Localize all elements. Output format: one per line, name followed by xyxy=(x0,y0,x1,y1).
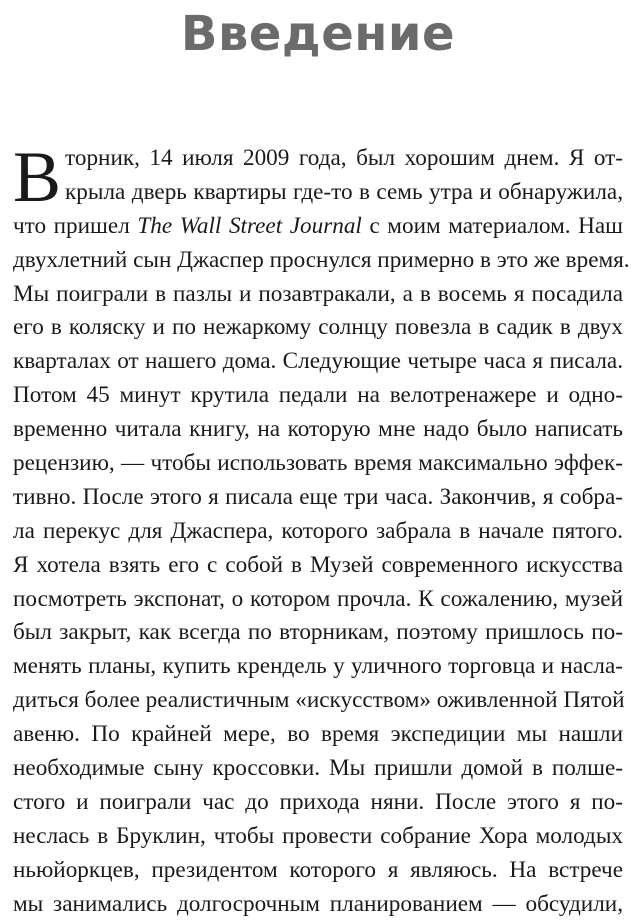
text-line: временно читала книгу, на которую мне надо было написать xyxy=(13,416,623,443)
text-fragment: с моим материалом. Наш xyxy=(361,212,624,239)
text-line: его в коляску и по нежаркому солнцу повезла в садик в двух xyxy=(13,314,623,341)
text-line: Я хотела взять его с собой в Музей современного искусства xyxy=(13,551,623,578)
text-line: двухлетний сын Джаспер проснулся примерно в это же время. xyxy=(13,246,630,273)
text-line: Потом 45 минут крутила педали на велотренажере и одно- xyxy=(13,382,623,409)
text-line: крыла дверь квартиры где-то в семь утра и обнаружила, xyxy=(65,178,623,205)
drop-cap: В xyxy=(13,137,62,217)
text-line: ньюйоркцев, президентом которого я являюсь. На встрече xyxy=(13,856,623,883)
text-line: необходимые сыну кроссовки. Мы пришли домой в полше- xyxy=(13,755,623,782)
text-line-with-italic xyxy=(13,210,623,244)
text-line: диться более реалистичным «искусством» оживленной Пятой xyxy=(13,687,625,714)
chapter-title: Введение xyxy=(180,6,456,62)
text-line: рецензию, — чтобы использовать время максимально эффек- xyxy=(13,450,623,477)
text-line: Мы поиграли в пазлы и позавтракали, а в восемь я посадила xyxy=(13,280,623,307)
text-line: стого и поиграли час до прихода няни. После этого я по- xyxy=(13,788,623,815)
text-line: посмотреть экспонат, о котором прочла. К сожалению, музей xyxy=(13,585,623,612)
text-line: торник, 14 июля 2009 года, был хорошим днем. Я от- xyxy=(65,145,623,171)
text-line: ла перекус для Джаспера, которого забрала в начале пятого. xyxy=(13,517,623,544)
text-line: кварталах от нашего дома. Следующие четыре часа я писала. xyxy=(13,348,623,375)
text-line: менять планы, купить крендель у уличного торговца и насла- xyxy=(13,653,623,680)
newspaper-title: The Wall Street Journal xyxy=(137,212,362,239)
text-line: мы занимались долгосрочным планированием — обсудили, xyxy=(13,890,623,917)
text-line: неслась в Бруклин, чтобы провести собрание Хора молодых xyxy=(13,822,623,849)
text-line: авеню. По крайней мере, во время экспедиции мы нашли xyxy=(13,721,623,748)
text-line: тивно. После этого я писала еще три часа. Закончив, я собра- xyxy=(13,483,623,510)
body-paragraph xyxy=(13,137,630,921)
text-line: был закрыт, как всегда по вторникам, поэтому пришлось по- xyxy=(13,619,623,646)
text-fragment: что пришел xyxy=(13,212,138,239)
